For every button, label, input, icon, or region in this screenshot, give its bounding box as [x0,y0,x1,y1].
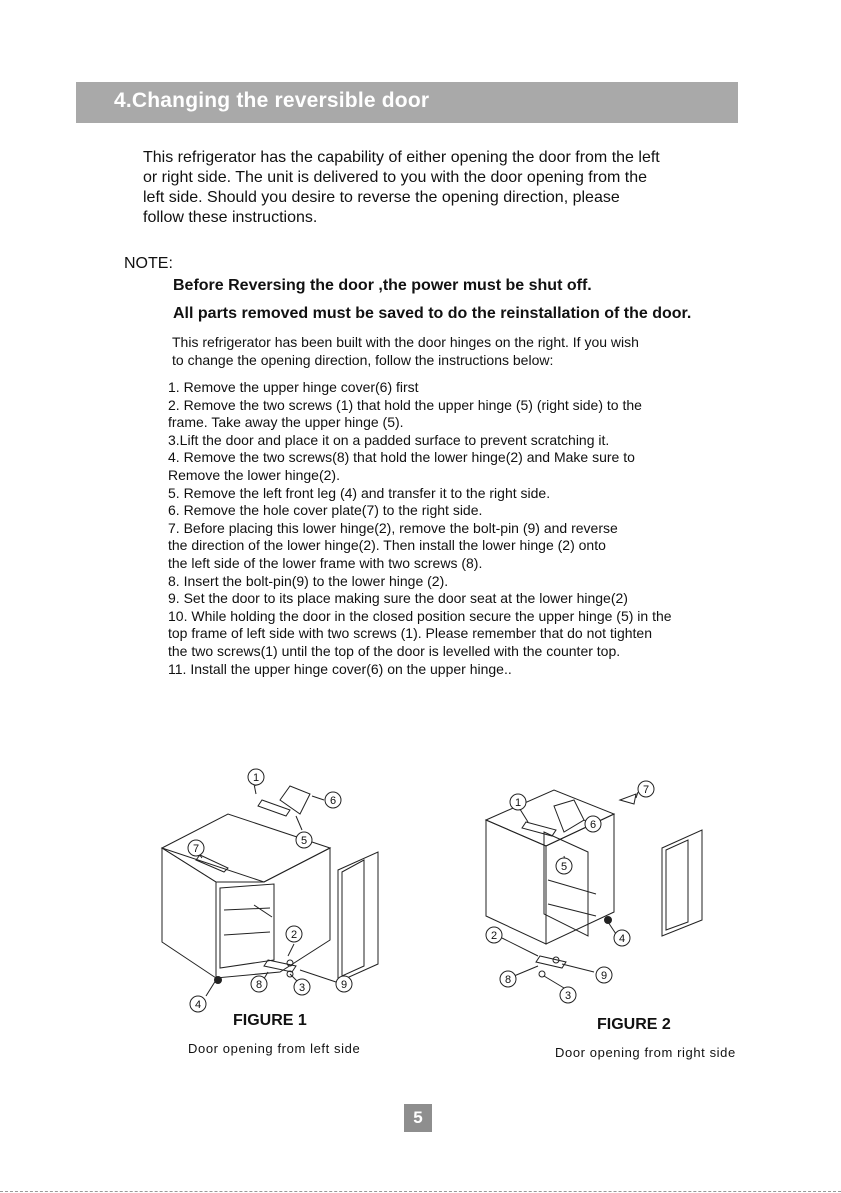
intro-line: follow these instructions. [143,209,318,226]
paragraph-line: to change the opening direction, follow the instructions below: [172,352,554,368]
hinge-cover [554,800,584,832]
step-line: top frame of left side with two screws (1). Please remember that do not tighten [168,625,652,642]
figure-1-subcaption: Door opening from left side [188,1041,361,1056]
figure-2-caption: FIGURE 2 [597,1016,671,1033]
callout-9-label: 9 [600,970,608,982]
cabinet-opening [220,884,274,968]
figure-2-illustration [476,776,766,1016]
callout-1-label: 1 [252,772,260,784]
step-line: 7. Before placing this lower hinge(2), remove the bolt-pin (9) and reverse [168,519,618,536]
upper-hinge [258,800,290,816]
callout-5-label: 5 [560,861,568,873]
figure-1-caption: FIGURE 1 [233,1012,307,1029]
steps-list [168,379,672,678]
section-title: 4.Changing the reversible door [114,89,430,112]
step-line: 11. Install the upper hinge cover(6) on the upper hinge.. [168,660,512,677]
door-panel [338,852,378,982]
figure-1-illustration [150,760,380,1020]
step-line: 2. Remove the two screws (1) that hold the upper hinge (5) (right side) to the [168,396,642,413]
callout-8-label: 8 [504,974,512,986]
step-line: 4. Remove the two screws(8) that hold the lower hinge(2) and Make sure to [168,449,635,466]
figure-2-subcaption: Door opening from right side [555,1045,736,1060]
callout-6-label: 6 [589,819,597,831]
hinge-cover [280,786,310,814]
step-line: 10. While holding the door in the closed position secure the upper hinge (5) in the [168,607,672,624]
callout-5-label: 5 [300,835,308,847]
step-line: Remove the lower hinge(2). [168,466,340,483]
callout-4-label: 4 [194,999,202,1011]
callout-8-label: 8 [255,979,263,991]
callout-2-label: 2 [490,930,498,942]
step-line: 6. Remove the hole cover plate(7) to the right side. [168,502,483,519]
step-line: the left side of the lower frame with two screws (8). [168,554,483,571]
instruction-paragraph [172,333,639,369]
paragraph-line: This refrigerator has been built with the door hinges on the right. If you wish [172,334,639,350]
step-line: 8. Insert the bolt-pin(9) to the lower hinge (2). [168,572,449,589]
callout-4-label: 4 [618,933,626,945]
callout-7-label: 7 [192,843,200,855]
step-line: frame. Take away the upper hinge (5). [168,414,404,431]
hole-cover-plate [196,855,228,872]
step-line: 9. Set the door to its place making sure the door seat at the lower hinge(2) [168,590,628,607]
callout-1-label: 1 [514,797,522,809]
page-number-badge: 5 [404,1104,432,1132]
callout-3-label: 3 [564,990,572,1002]
note-warning-power: Before Reversing the door ,the power must be shut off. [173,277,592,294]
cabinet-front [216,848,330,978]
callout-7-label: 7 [642,784,650,796]
step-line: the direction of the lower hinge(2). Then install the lower hinge (2) onto [168,537,606,554]
callout-6-label: 6 [329,795,337,807]
upper-hinge [522,822,556,836]
cabinet-opening [544,832,588,936]
cabinet-side [546,814,614,944]
intro-line: left side. Should you desire to reverse the opening direction, please [143,189,620,206]
step-line: 1. Remove the upper hinge cover(6) first [168,379,419,395]
hole-cover-plate [620,794,636,804]
step-line: 3.Lift the door and place it on a padded surface to prevent scratching it. [168,431,610,448]
note-label: NOTE: [124,255,173,272]
intro-line: or right side. The unit is delivered to you with the door opening from the [143,169,647,186]
step-line: 5. Remove the left front leg (4) and transfer it to the right side. [168,484,551,501]
door-panel [662,830,702,936]
step-line: the two screws(1) until the top of the door is levelled with the counter top. [168,642,621,659]
section-title-bar [76,82,738,123]
intro-text [143,148,660,228]
lower-hinge [536,956,566,968]
callout-3-label: 3 [298,982,306,994]
callout-9-label: 9 [340,979,348,991]
cabinet-side [162,848,216,978]
note-warning-parts: All parts removed must be saved to do the reinstallation of the door. [173,305,692,322]
intro-line: This refrigerator has the capability of either opening the door from the left [143,149,660,166]
callout-2-label: 2 [290,929,298,941]
cabinet-front [486,820,546,944]
